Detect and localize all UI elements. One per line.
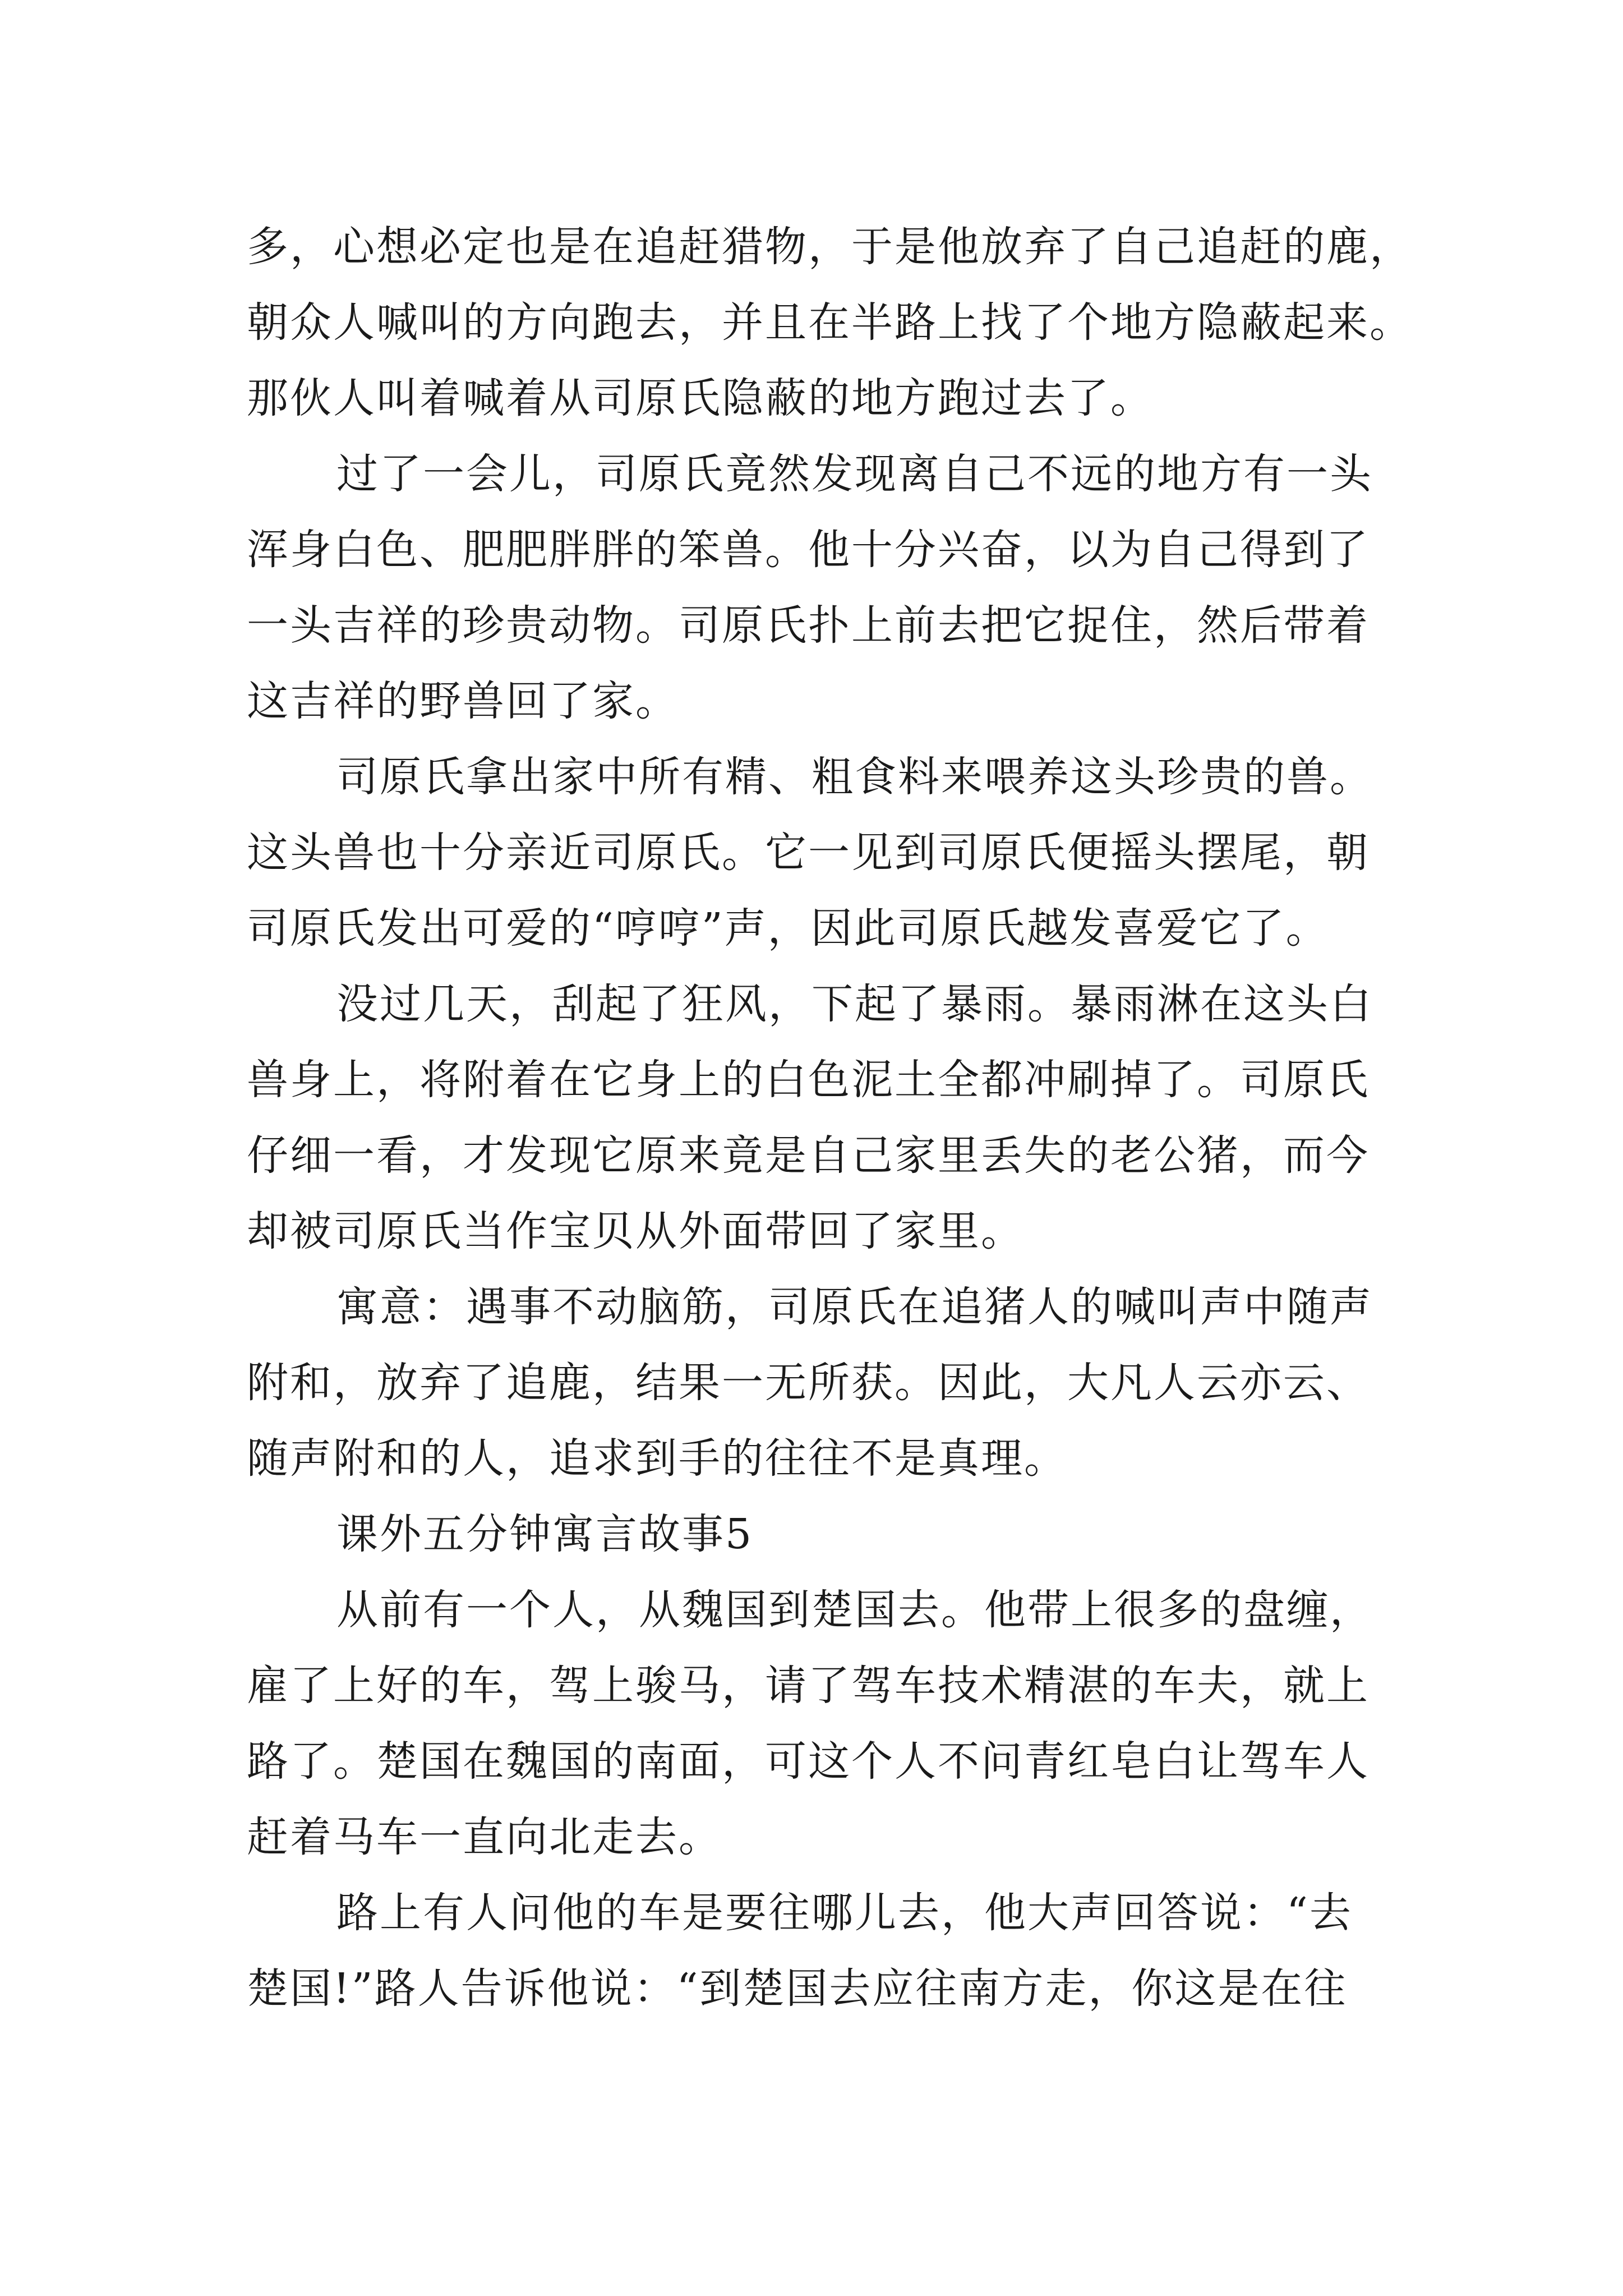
text-line: 附和，放弃了追鹿，结果一无所获。因此，大凡人云亦云、	[247, 1359, 1370, 1407]
paragraph-start-line: 从前有一个人，从魏国到楚国去。他带上很多的盘缠，	[336, 1586, 1373, 1634]
text-line: 楚国!”路人告诉他说：“到楚国去应往南方走，你这是在往	[247, 1964, 1348, 2013]
text-line: 雇了上好的车，驾上骏马，请了驾车技术精湛的车夫，就上	[247, 1662, 1370, 1710]
paragraph-start-line: 过了一会儿，司原氏竟然发现离自己不远的地方有一头	[336, 450, 1373, 498]
text-line: 朝众人喊叫的方向跑去，并且在半路上找了个地方隐蔽起来。	[247, 298, 1413, 347]
paragraph-start-line: 寓意：遇事不动脑筋，司原氏在追猪人的喊叫声中随声	[336, 1283, 1373, 1331]
text-line: 这头兽也十分亲近司原氏。它一见到司原氏便摇头摆尾，朝	[247, 829, 1370, 877]
text-line: 兽身上，将附着在它身上的白色泥土全都冲刷掉了。司原氏	[247, 1056, 1370, 1104]
text-line: 司原氏发出可爱的“哼哼”声，因此司原氏越发喜爱它了。	[247, 904, 1329, 953]
paragraph-start-line: 路上有人问他的车是要往哪儿去，他大声回答说：“去	[336, 1889, 1353, 1937]
text-line: 那伙人叫着喊着从司原氏隐蔽的地方跑过去了。	[247, 374, 1154, 422]
text-line: 多，心想必定也是在追赶猎物，于是他放弃了自己追赶的鹿，	[247, 223, 1413, 271]
text-line: 却被司原氏当作宝贝从外面带回了家里。	[247, 1207, 1024, 1255]
section-heading: 课外五分钟寓言故事5	[336, 1510, 754, 1558]
text-line: 仔细一看，才发现它原来竟是自己家里丢失的老公猪，而今	[247, 1131, 1370, 1180]
text-line: 赶着马车一直向北走去。	[247, 1813, 722, 1861]
text-line: 随声附和的人，追求到手的往往不是真理。	[247, 1434, 1067, 1483]
text-line: 路了。楚国在魏国的南面，可这个人不问青红皂白让驾车人	[247, 1737, 1370, 1786]
paragraph-start-line: 司原氏拿出家中所有精、粗食料来喂养这头珍贵的兽。	[336, 753, 1373, 801]
text-line: 这吉祥的野兽回了家。	[247, 677, 679, 725]
text-line: 浑身白色、肥肥胖胖的笨兽。他十分兴奋，以为自己得到了	[247, 526, 1370, 574]
paragraph-start-line: 没过几天，刮起了狂风，下起了暴雨。暴雨淋在这头白	[336, 980, 1373, 1028]
text-line: 一头吉祥的珍贵动物。司原氏扑上前去把它捉住，然后带着	[247, 601, 1370, 650]
